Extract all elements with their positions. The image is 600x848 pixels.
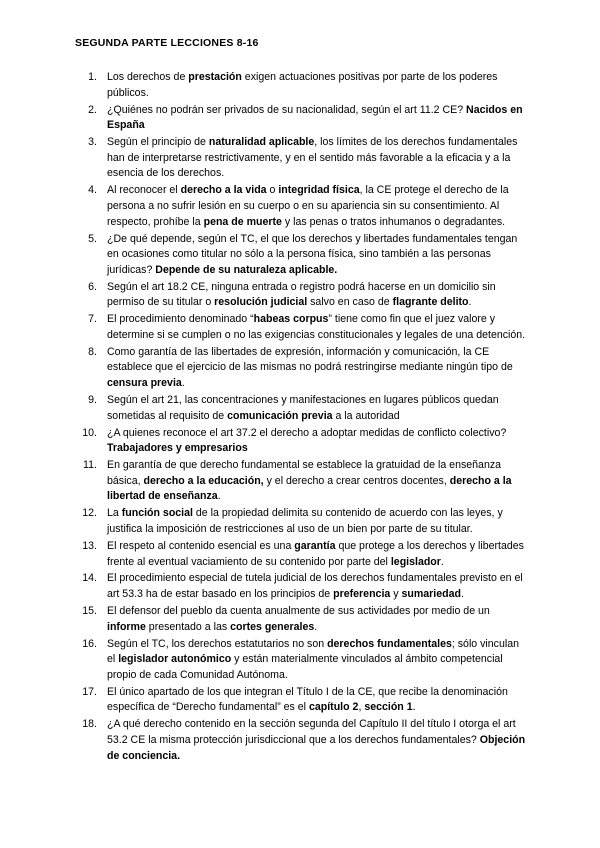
question-text: y bbox=[390, 588, 402, 601]
question-text: . bbox=[460, 588, 464, 601]
bold-answer-text: resolución judicial bbox=[214, 296, 308, 309]
question-text: El único apartado de los que integran el Título I de la CE, que recibe la denominación específica de “Derecho fundamental” es el bbox=[107, 685, 508, 714]
bold-answer-text: Objeción de conciencia. bbox=[107, 733, 526, 762]
list-item-text bbox=[107, 393, 528, 424]
question-text: El defensor del pueblo da cuenta anualmente de sus actividades por medio de un bbox=[107, 605, 490, 618]
bold-answer-text: flagrante delito bbox=[392, 296, 469, 309]
question-text: , la CE protege el derecho de la persona a no sufrir lesión en su cuerpo o en su apariencia sin su consentimiento. Al respecto, prohíbe la bbox=[107, 184, 509, 228]
list-item-text bbox=[107, 539, 528, 570]
question-text: ¿De qué depende, según el TC, el que los derechos y libertades fundamentales tengan en ocasiones como titular no sólo a la persona física, sino también a las personas jurídicas? bbox=[107, 232, 518, 276]
bold-answer-text: integridad física bbox=[278, 184, 360, 197]
list-item-text bbox=[107, 604, 528, 635]
question-text: El procedimiento denominado “ bbox=[107, 313, 254, 326]
question-text: ¿Quiénes no podrán ser privados de su nacionalidad, según el art 11.2 CE? bbox=[107, 103, 467, 116]
list-item bbox=[73, 280, 528, 311]
list-item bbox=[73, 604, 528, 635]
bold-answer-text: Depende de su naturaleza aplicable. bbox=[155, 263, 338, 276]
list-item bbox=[73, 717, 528, 764]
question-text: Según el art 21, las concentraciones y manifestaciones en lugares públicos quedan sometidas al requisito de bbox=[107, 394, 499, 422]
list-item bbox=[73, 232, 528, 279]
list-item-number: 2. bbox=[88, 103, 97, 116]
list-item-number: 16. bbox=[82, 637, 97, 650]
list-item-text bbox=[107, 458, 528, 505]
list-item bbox=[73, 506, 528, 537]
list-item bbox=[73, 183, 528, 230]
question-text: Según el art 18.2 CE, ninguna entrada o registro podrá hacerse en un domicilio sin permiso de su titular o bbox=[107, 280, 496, 309]
bold-answer-text: pena de muerte bbox=[203, 215, 282, 228]
question-text: En garantía de que derecho fundamental se establece la gratuidad de la enseñanza básica, bbox=[107, 459, 502, 487]
question-text: , bbox=[358, 701, 365, 714]
bold-answer-text: sumariedad bbox=[401, 588, 461, 601]
question-text: La bbox=[107, 507, 122, 520]
question-text: . bbox=[181, 377, 185, 390]
list-item bbox=[73, 103, 528, 134]
list-item-number: 10. bbox=[82, 426, 97, 439]
question-text: salvo en caso de bbox=[307, 296, 393, 309]
list-item-text bbox=[107, 232, 528, 279]
list-item bbox=[73, 426, 528, 457]
document-title: SEGUNDA PARTE LECCIONES 8-16 bbox=[75, 37, 259, 49]
question-text: que protege a los derechos y libertades frente al eventual vaciamiento de su contenido por parte del bbox=[107, 539, 524, 568]
list-item-number: 18. bbox=[82, 718, 97, 731]
bold-answer-text: Trabajadores y empresarios bbox=[107, 442, 248, 455]
list-item-text bbox=[107, 135, 528, 182]
list-item bbox=[73, 312, 528, 343]
question-text: , los límites de los derechos fundamentales han de interpretarse restrictivamente, y en el sentido más favorable a la eficacia y a la esencia de los derechos. bbox=[107, 136, 518, 180]
list-item-text bbox=[107, 280, 528, 311]
bold-answer-text: cortes generales bbox=[230, 620, 315, 633]
list-item bbox=[73, 70, 528, 101]
question-text: Según el principio de bbox=[107, 136, 209, 149]
list-item-number: 12. bbox=[82, 507, 97, 520]
list-item-number: 9. bbox=[88, 394, 97, 406]
question-text: exigen actuaciones positivas por parte de los poderes públicos. bbox=[107, 71, 498, 99]
question-text: Como garantía de las libertades de expresión, información y comunicación, la CE establece que el ejercicio de las mismas no podrá restringirse mediante ningún tipo de bbox=[107, 345, 513, 374]
question-text: o bbox=[266, 184, 279, 197]
bold-answer-text: derechos fundamentales bbox=[327, 637, 452, 650]
list-item bbox=[73, 458, 528, 505]
list-item-text bbox=[107, 637, 528, 684]
bold-answer-text: preferencia bbox=[333, 588, 391, 601]
question-text: . bbox=[468, 296, 472, 309]
question-text: El respeto al contenido esencial es una bbox=[107, 539, 295, 552]
bold-answer-text: comunicación previa bbox=[227, 409, 333, 422]
bold-answer-text: sección 1 bbox=[364, 701, 413, 714]
question-text: ¿A quienes reconoce el art 37.2 el derecho a adoptar medidas de conflicto colectivo? bbox=[107, 426, 507, 439]
list-item bbox=[73, 539, 528, 570]
list-item-number: 5. bbox=[88, 232, 97, 245]
list-item bbox=[73, 685, 528, 716]
list-item-number: 17. bbox=[82, 685, 97, 698]
bold-answer-text: Nacidos en España bbox=[107, 103, 523, 132]
bold-answer-text: legislador bbox=[390, 555, 441, 568]
list-item-number: 6. bbox=[88, 280, 97, 293]
list-item-number: 3. bbox=[88, 136, 97, 149]
list-item-number: 8. bbox=[88, 345, 97, 358]
list-item-text bbox=[107, 103, 528, 134]
bold-answer-text: capítulo 2 bbox=[308, 701, 359, 714]
question-text: ” tiene como fin que el juez valore y determine si se cumplen o no las exigencias constitucionales y legales de una detención. bbox=[107, 313, 526, 341]
list-item-text bbox=[107, 717, 528, 764]
bold-answer-text: derecho a la libertad de enseñanza bbox=[107, 474, 512, 503]
list-item-text bbox=[107, 345, 528, 392]
list-item bbox=[73, 393, 528, 424]
question-list bbox=[73, 70, 528, 766]
list-item-number: 11. bbox=[83, 459, 97, 472]
list-item-number: 15. bbox=[82, 605, 97, 618]
list-item-text bbox=[107, 312, 528, 343]
question-text: . bbox=[217, 490, 221, 503]
question-text: . bbox=[440, 555, 444, 568]
question-text: de la propiedad delimita su contenido de acuerdo con las leyes, y justifica la imposición de restricciones al uso de un bien por parte de su titular. bbox=[107, 507, 503, 535]
question-text: . bbox=[314, 620, 318, 633]
list-item-text bbox=[107, 426, 528, 457]
list-item-number: 13. bbox=[82, 539, 97, 552]
bold-answer-text: derecho a la educación, bbox=[143, 474, 264, 487]
list-item-number: 14. bbox=[82, 572, 97, 585]
bold-answer-text: habeas corpus bbox=[253, 313, 329, 326]
question-text: a la autoridad bbox=[332, 409, 400, 422]
bold-answer-text: naturalidad aplicable bbox=[208, 136, 315, 149]
list-item bbox=[73, 345, 528, 392]
question-text: y el derecho a crear centros docentes, bbox=[263, 474, 450, 487]
question-text: presentado a las bbox=[145, 620, 231, 633]
question-text: ¿A qué derecho contenido en la sección segunda del Capítulo II del título I otorga el art 53.2 CE la misma protección jurisdiccional que a los derechos fundamentales? bbox=[107, 718, 516, 746]
list-item bbox=[73, 637, 528, 684]
bold-answer-text: garantía bbox=[294, 539, 336, 552]
question-text: ; sólo vinculan el bbox=[107, 637, 520, 666]
bold-answer-text: censura previa bbox=[107, 377, 182, 390]
list-item-text bbox=[107, 70, 528, 101]
list-item-text bbox=[107, 506, 528, 537]
list-item-text bbox=[107, 183, 528, 230]
question-text: Según el TC, los derechos estatutarios no son bbox=[107, 637, 328, 650]
question-text: El procedimiento especial de tutela judicial de los derechos fundamentales previsto en el art 53.3 ha de estar basado en los principios de bbox=[107, 572, 523, 601]
question-text: y están materialmente vinculados al ámbito competencial propio de cada Comunidad Autónoma. bbox=[107, 653, 503, 681]
question-text: y las penas o tratos inhumanos o degradantes. bbox=[281, 215, 506, 228]
bold-answer-text: función social bbox=[121, 507, 193, 520]
list-item-number: 4. bbox=[88, 184, 97, 197]
question-text: . bbox=[412, 701, 416, 714]
bold-answer-text: legislador autonómico bbox=[118, 653, 232, 666]
list-item bbox=[73, 135, 528, 182]
list-item-number: 7. bbox=[88, 313, 97, 326]
list-item bbox=[73, 571, 528, 602]
bold-answer-text: informe bbox=[107, 620, 146, 633]
list-item-text bbox=[107, 571, 528, 602]
question-text: Los derechos de bbox=[107, 71, 189, 83]
list-item-text bbox=[107, 685, 528, 716]
question-text: Al reconocer el bbox=[107, 184, 181, 197]
list-item-number: 1. bbox=[88, 71, 97, 83]
bold-answer-text: derecho a la vida bbox=[180, 184, 267, 197]
bold-answer-text: prestación bbox=[188, 71, 242, 83]
